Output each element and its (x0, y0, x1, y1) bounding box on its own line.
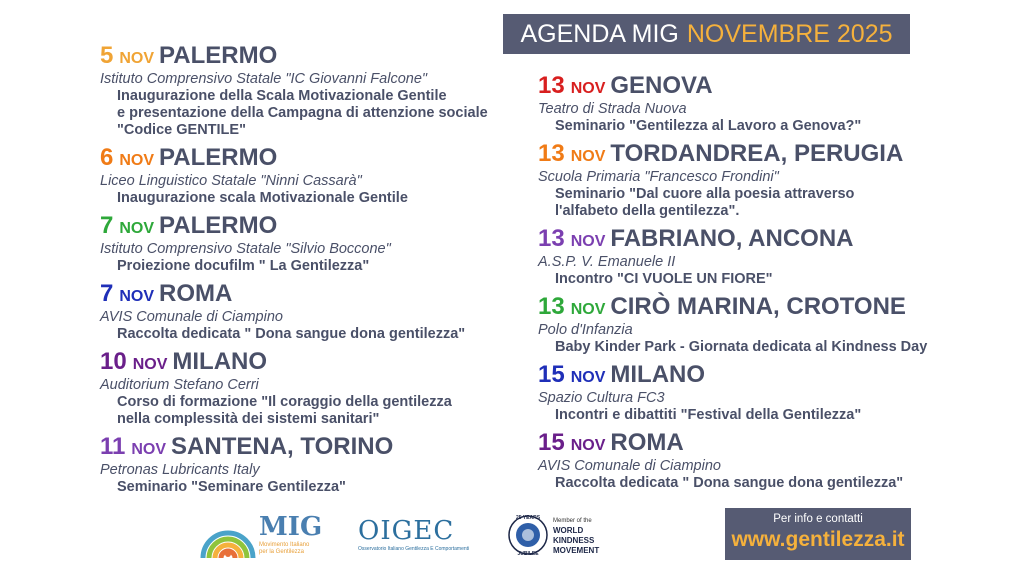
badge-top-text: 25 YEARS (515, 515, 541, 521)
mig-name: MIG (259, 512, 323, 542)
mig-subtitle-line1: Movimento Italiano (259, 542, 310, 548)
event-city: GENOVA (610, 72, 713, 99)
event-month: NOV (570, 437, 606, 454)
event-description (117, 88, 510, 139)
event-description (117, 190, 510, 207)
event-city: PALERMO (159, 144, 278, 171)
event-venue: Scuola Primaria "Francesco Frondini" (538, 169, 779, 185)
event-day: 5 (100, 42, 114, 69)
jubilee-badge-icon (507, 512, 549, 558)
event-city: PALERMO (159, 212, 278, 239)
event-description-line: Seminario "Gentilezza al Lavoro a Genova?" (555, 118, 862, 134)
event-city: MILANO (610, 361, 706, 388)
world-kindness-movement-logo (507, 512, 617, 560)
event-description-line: Seminario "Seminare Gentilezza" (117, 479, 346, 495)
event-description (117, 326, 510, 343)
right-event-column (538, 74, 958, 499)
event-item (100, 350, 510, 428)
event-item (100, 214, 510, 275)
event-city: PALERMO (159, 42, 278, 69)
event-description-line: nella complessità dei sistemi sanitari" (117, 411, 380, 427)
event-venue: Polo d'Infanzia (538, 322, 633, 338)
event-heading (100, 282, 510, 309)
event-description-line: "Codice GENTILE" (117, 122, 246, 138)
event-city: TORDANDREA, PERUGIA (610, 140, 904, 167)
event-description-line: Raccolta dedicata " Dona sangue dona gentilezza" (555, 475, 904, 491)
event-heading (538, 74, 958, 101)
event-item (100, 282, 510, 343)
event-description-line: l'alfabeto della gentilezza". (555, 203, 740, 219)
event-description (555, 186, 958, 220)
event-city: ROMA (159, 280, 233, 307)
event-description-line: Proiezione docufilm " La Gentilezza" (117, 258, 370, 274)
rainbow-icon (199, 512, 257, 560)
event-item (538, 363, 958, 424)
event-description-line: Raccolta dedicata " Dona sangue dona gentilezza" (117, 326, 466, 342)
wkm-line2: KINDNESS (553, 536, 595, 545)
wkm-name (553, 526, 599, 556)
event-venue: A.S.P. V. Emanuele II (538, 254, 676, 270)
event-description-line: Baby Kinder Park - Giornata dedicata al Kindness Day (555, 339, 928, 355)
mig-subtitle-line2: per la Gentilezza (259, 549, 305, 555)
event-venue: Auditorium Stefano Cerri (100, 377, 259, 393)
event-day: 13 (538, 293, 565, 320)
wkm-member-text: Member of the (553, 518, 592, 524)
contact-info-label: Per info e contatti (773, 513, 863, 525)
event-day: 13 (538, 72, 565, 99)
wkm-line1: WORLD (553, 526, 584, 535)
badge-bottom-text: JUBILEE (517, 551, 539, 557)
mig-subtitle (259, 542, 309, 556)
event-description-line: Incontri e dibattiti "Festival della Gentilezza" (555, 407, 862, 423)
event-description-line: e presentazione della Campagna di attenzione sociale (117, 105, 488, 121)
event-city: ROMA (610, 429, 684, 456)
event-venue: Teatro di Strada Nuova (538, 101, 687, 117)
event-heading (538, 363, 958, 390)
event-description (117, 394, 510, 428)
website-link[interactable]: www.gentilezza.it (731, 528, 905, 551)
wkm-line3: MOVEMENT (553, 546, 600, 555)
event-item (538, 431, 958, 492)
event-heading (538, 142, 958, 169)
event-city: CIRÒ MARINA, CROTONE (610, 293, 906, 320)
event-month: NOV (570, 80, 606, 97)
event-heading (538, 295, 958, 322)
event-heading (100, 146, 510, 173)
event-venue: Liceo Linguistico Statale "Ninni Cassarà" (100, 173, 362, 189)
event-item (538, 227, 958, 288)
event-month: NOV (119, 220, 155, 237)
event-description (117, 258, 510, 275)
event-city: MILANO (172, 348, 268, 375)
event-day: 10 (100, 348, 127, 375)
event-description-line: Inaugurazione scala Motivazionale Gentile (117, 190, 408, 206)
event-day: 13 (538, 225, 565, 252)
event-city: SANTENA, TORINO (171, 433, 394, 460)
event-venue: Istituto Comprensivo Statale "IC Giovanni Falcone" (100, 71, 428, 87)
oigec-name: OIGEC (358, 516, 455, 546)
oigec-logo (358, 516, 468, 558)
event-description (555, 118, 958, 135)
event-day: 7 (100, 212, 114, 239)
event-month: NOV (570, 233, 606, 250)
event-month: NOV (132, 356, 168, 373)
event-description (555, 407, 958, 424)
event-month: NOV (570, 148, 606, 165)
event-description-line: Inaugurazione della Scala Motivazionale Gentile (117, 88, 447, 104)
event-heading (538, 227, 958, 254)
contact-info-box[interactable] (725, 508, 911, 560)
event-month: NOV (119, 152, 155, 169)
event-day: 6 (100, 144, 114, 171)
event-item (100, 44, 510, 139)
event-venue: AVIS Comunale di Ciampino (538, 458, 721, 474)
event-month: NOV (131, 441, 167, 458)
event-description-line: Incontro "CI VUOLE UN FIORE" (555, 271, 773, 287)
event-heading (100, 214, 510, 241)
event-description (117, 479, 510, 496)
event-description-line: Corso di formazione "Il coraggio della gentilezza (117, 394, 452, 410)
event-month: NOV (119, 288, 155, 305)
event-day: 15 (538, 429, 565, 456)
event-day: 13 (538, 140, 565, 167)
event-item (538, 142, 958, 220)
event-venue: Istituto Comprensivo Statale "Silvio Boccone" (100, 241, 391, 257)
event-month: NOV (570, 369, 606, 386)
event-city: FABRIANO, ANCONA (610, 225, 854, 252)
agenda-title-banner (503, 14, 910, 54)
mig-logo (199, 510, 329, 560)
agenda-title: AGENDA MIG (520, 19, 679, 48)
event-heading (100, 435, 510, 462)
event-heading (100, 350, 510, 377)
event-month: NOV (570, 301, 606, 318)
left-event-column (100, 44, 510, 503)
event-item (100, 435, 510, 496)
event-day: 15 (538, 361, 565, 388)
event-description (555, 271, 958, 288)
event-day: 11 (100, 433, 126, 460)
event-venue: Petronas Lubricants Italy (100, 462, 260, 478)
event-heading (100, 44, 510, 71)
event-heading (538, 431, 958, 458)
event-description (555, 475, 958, 492)
event-description (555, 339, 958, 356)
event-day: 7 (100, 280, 114, 307)
event-item (538, 295, 958, 356)
event-venue: AVIS Comunale di Ciampino (100, 309, 283, 325)
event-item (538, 74, 958, 135)
agenda-month: NOVEMBRE 2025 (686, 19, 893, 48)
event-venue: Spazio Cultura FC3 (538, 390, 665, 406)
event-description-line: Seminario "Dal cuore alla poesia attraverso (555, 186, 855, 202)
oigec-subtitle: Osservatorio Italiano Gentilezza E Comportamenti (358, 546, 470, 552)
event-item (100, 146, 510, 207)
event-month: NOV (119, 50, 155, 67)
